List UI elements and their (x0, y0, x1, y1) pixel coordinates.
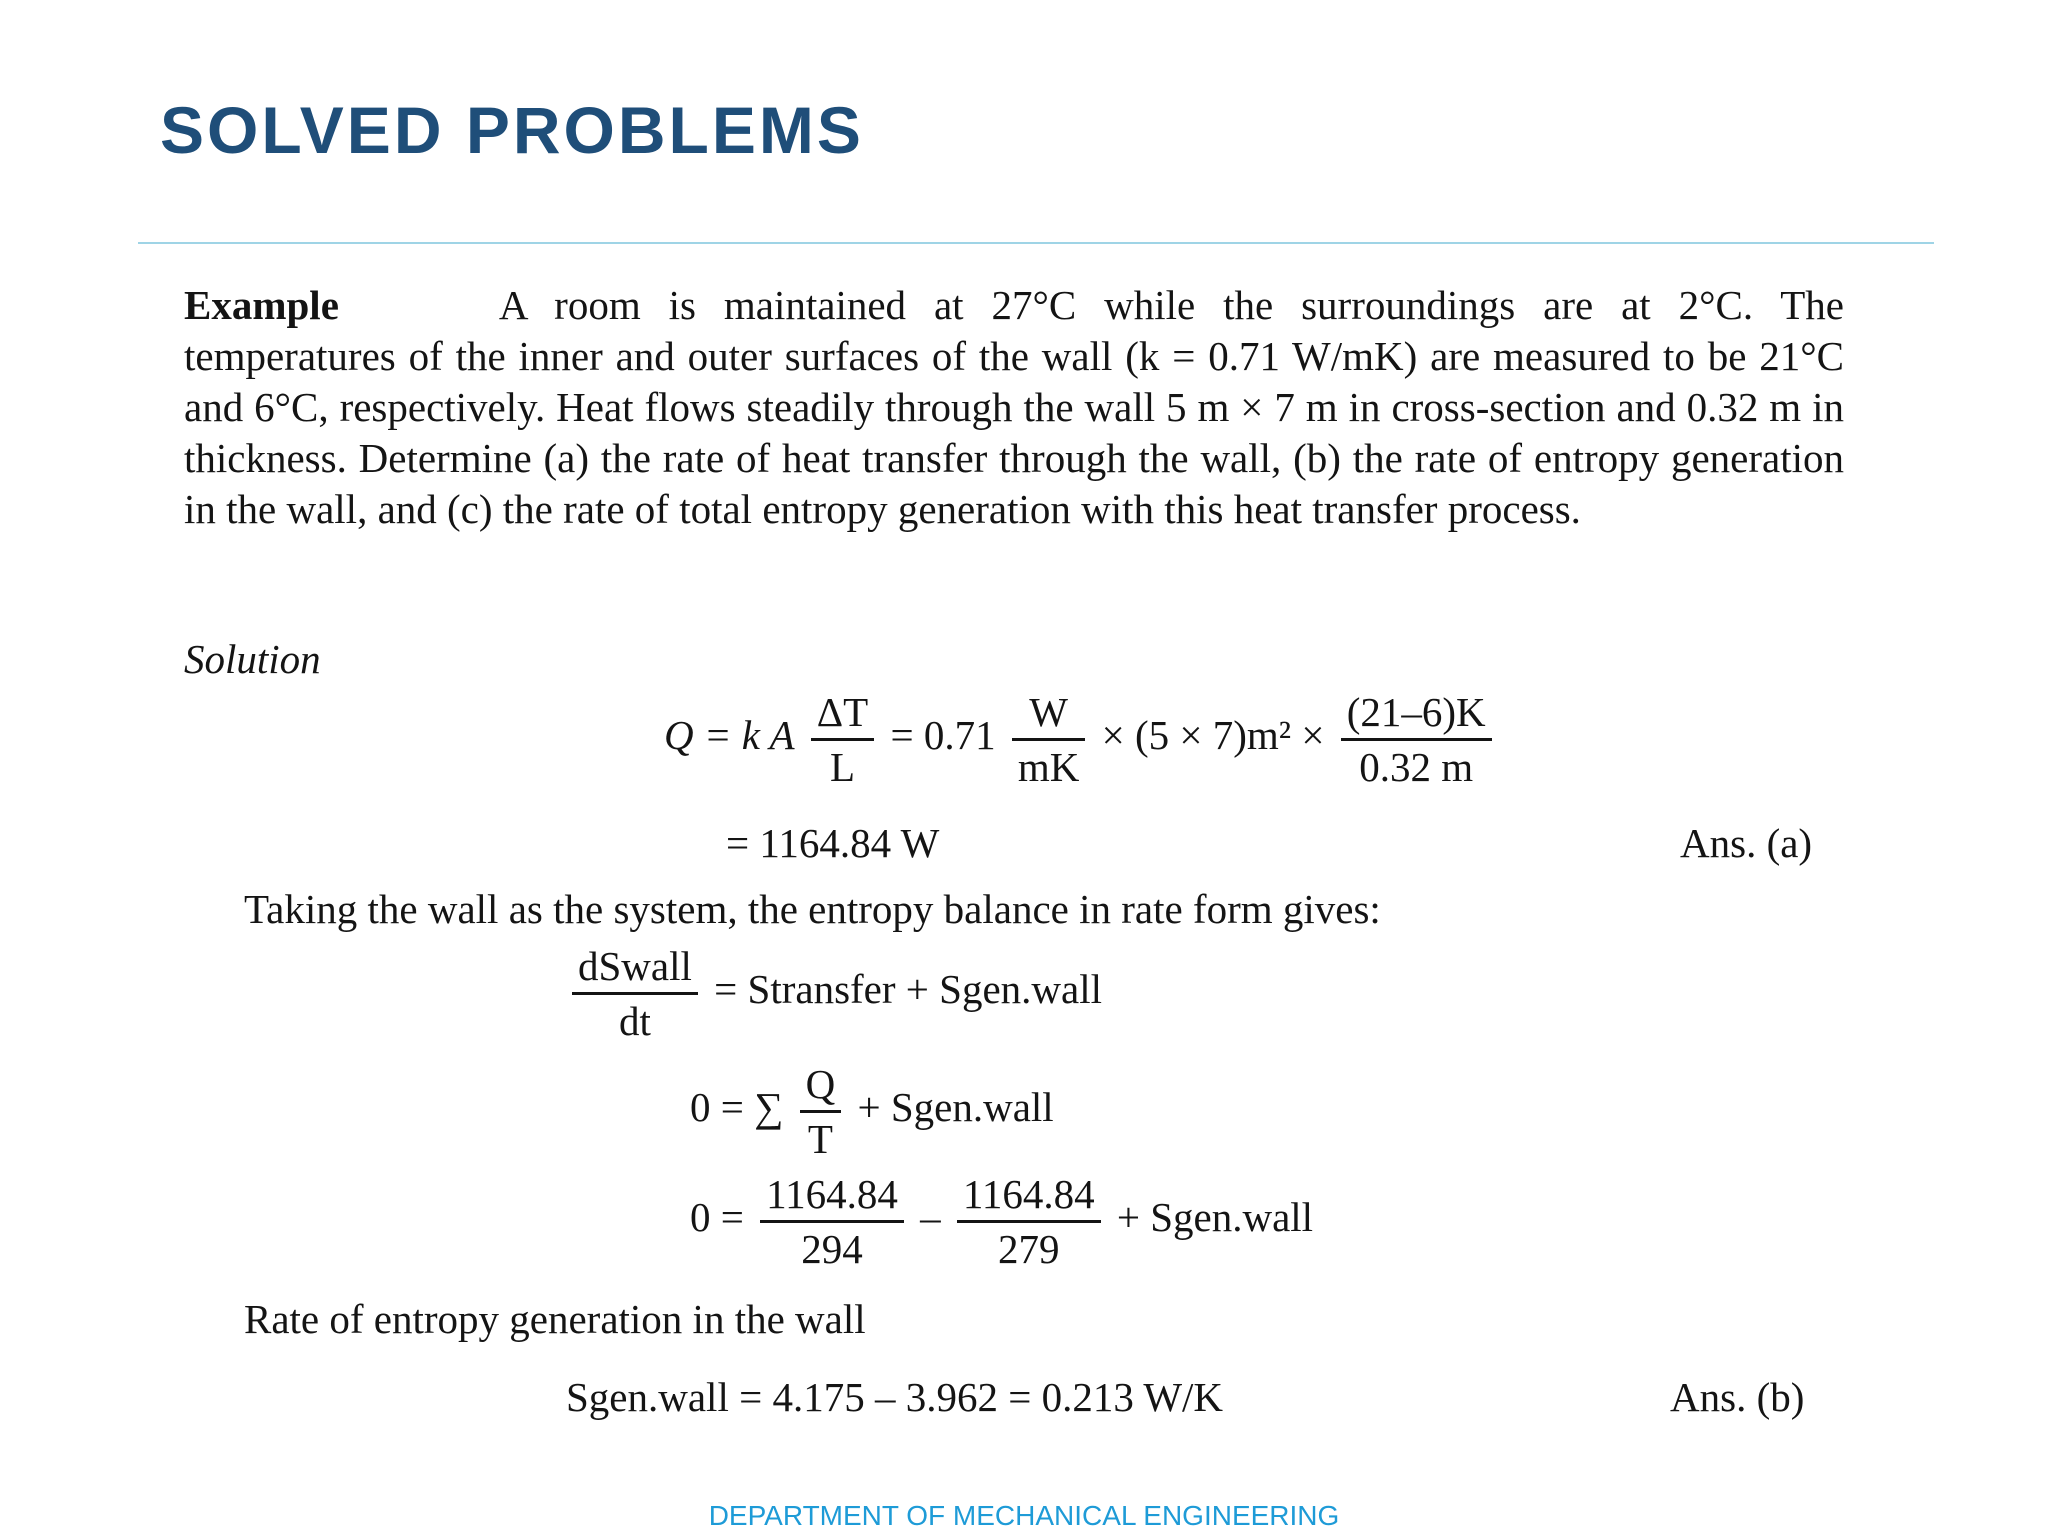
fraction-denominator: 279 (997, 1226, 1060, 1272)
problem-statement (184, 280, 1844, 535)
fraction-denominator: dt (619, 998, 651, 1044)
fraction-q-over-294 (760, 1168, 904, 1275)
solution-label: Solution (184, 636, 321, 682)
minus-sign: – (920, 1193, 941, 1240)
fraction-q-over-279 (957, 1168, 1101, 1275)
entropy-balance-equation (566, 940, 1102, 1047)
entropy-generation-label: Rate of entropy generation in the wall (244, 1296, 866, 1342)
numeric-rhs: + Sgen.wall (1116, 1193, 1314, 1240)
entropy-balance-intro: Taking the wall as the system, the entropy balance in rate form gives: (244, 886, 1381, 932)
answer-a-label: Ans. (a) (1680, 820, 1813, 866)
slide-title: SOLVED PROBLEMS (160, 93, 864, 167)
fraction-denominator: L (829, 744, 856, 790)
fraction-numerator: W (1012, 686, 1086, 741)
sum-lhs: 0 = ∑ (690, 1083, 784, 1130)
conductivity-value: = 0.71 (890, 711, 996, 758)
example-label: Example (184, 282, 339, 328)
fraction-numerator: ΔT (811, 686, 874, 741)
fraction-denominator: 294 (801, 1226, 863, 1272)
entropy-balance-rhs: = Stransfer + Sgen.wall (714, 965, 1102, 1012)
problem-text: A room is maintained at 27°C while the surroundings are at 2°C. The temperatures of the inner and outer surfaces of the wall (k = 0.71 W/mK) are measured to be 21°C and 6°C, respectively. Heat flows steadily through the wall 5 m × 7 m in cross-section and 0.32 m in thickness. Determine (a) the rate of heat transfer through the wall, (b) the rate of entropy generation in the wall, and (c) the rate of total entropy generation with this heat transfer process. (184, 282, 1844, 532)
fraction-dS-over-dt (572, 940, 698, 1047)
title-divider (138, 242, 1934, 244)
fraction-denominator: 0.32 m (1359, 744, 1474, 790)
fraction-denominator: T (807, 1116, 833, 1162)
heat-rate-equation (664, 686, 1498, 793)
fraction-numerator: Q (800, 1058, 842, 1113)
heat-rate-lhs: Q = k A (664, 711, 795, 758)
fraction-numerator: 1164.84 (957, 1168, 1101, 1223)
heat-rate-result: = 1164.84 W (726, 820, 940, 866)
area-term: × (5 × 7)m² × (1101, 711, 1325, 758)
fraction-numerator: (21–6)K (1341, 686, 1492, 741)
answer-b-label: Ans. (b) (1670, 1374, 1805, 1420)
fraction-numerator: dSwall (572, 940, 698, 995)
entropy-numeric-equation (690, 1168, 1313, 1275)
footer-department: DEPARTMENT OF MECHANICAL ENGINEERING (708, 1500, 1340, 1531)
fraction-deltaT-over-thickness (1341, 686, 1492, 793)
fraction-denominator: mK (1017, 744, 1080, 790)
fraction-w-over-mk (1012, 686, 1086, 793)
sum-rhs: + Sgen.wall (857, 1083, 1054, 1130)
numeric-lhs: 0 = (690, 1193, 744, 1240)
entropy-generation-equation: Sgen.wall = 4.175 – 3.962 = 0.213 W/K (566, 1374, 1224, 1420)
fraction-numerator: 1164.84 (760, 1168, 904, 1223)
fraction-Q-over-T (800, 1058, 842, 1165)
scanned-problem-image (170, 268, 1870, 1428)
fraction-deltaT-over-L (811, 686, 874, 793)
entropy-sum-equation (690, 1058, 1054, 1165)
